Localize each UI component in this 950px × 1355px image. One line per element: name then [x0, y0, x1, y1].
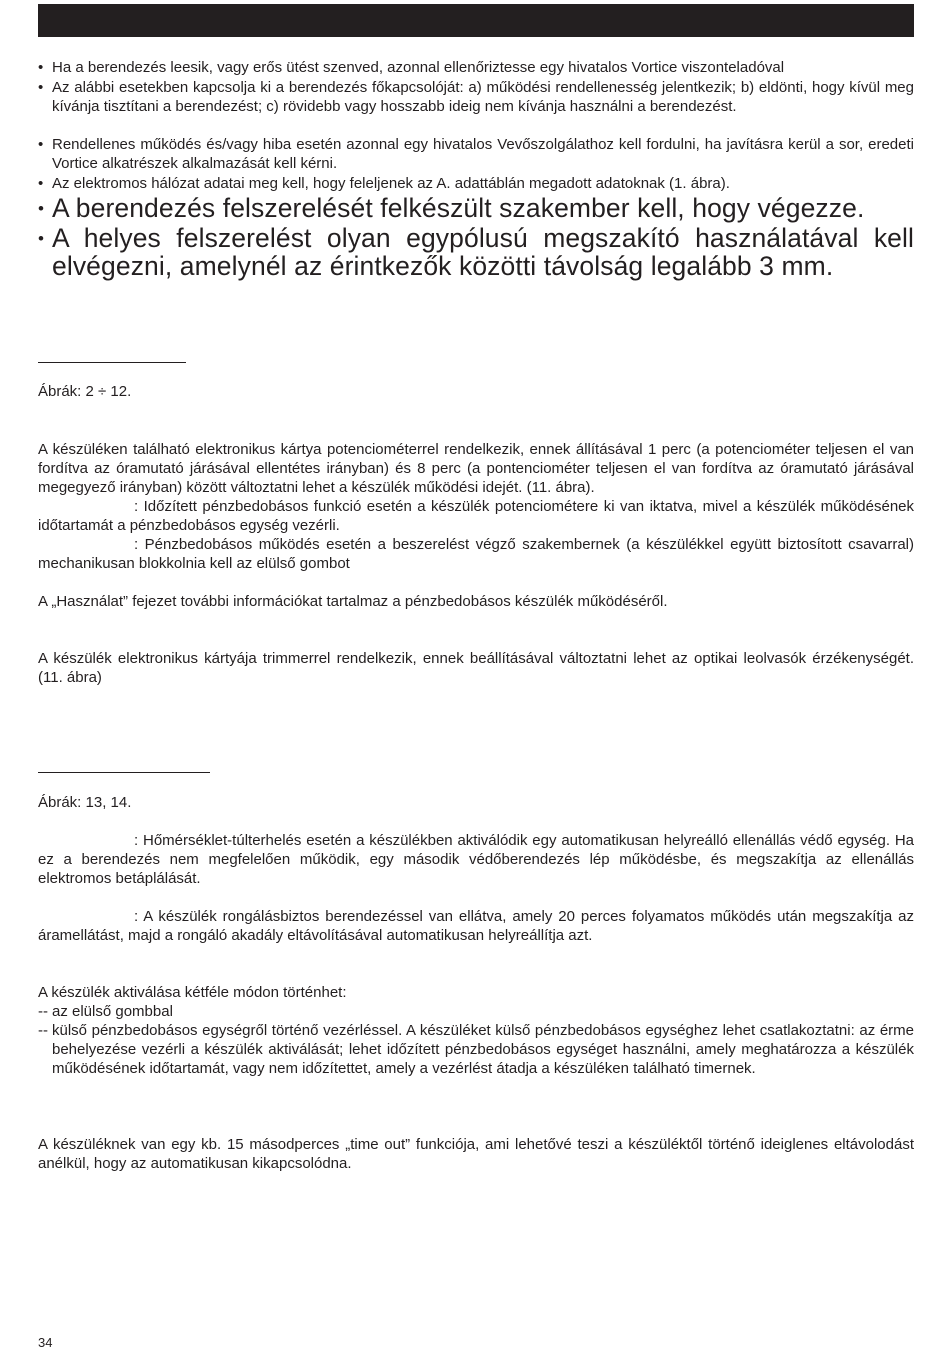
- dash-marker: --: [38, 1022, 48, 1039]
- thermal-protection-paragraph: : Hőmérséklet-túlterhelés esetén a készülékben aktiválódik egy automatikusan helyreálló ellenállás védő egység. Ha ez a berendezés nem megfelelően működik, egy második védőberendezés lép működésbe, és megszakítja az ellenállás elektromos betáplálását.: [38, 832, 914, 887]
- time-out-paragraph: A készüléknek van egy kb. 15 másodperces „time out” funkciója, ami lehetővé teszi a készüléktől történő ideiglenes eltávolodást anélkül, hogy az automatikusan kikapcsolódna.: [38, 1136, 914, 1172]
- section-divider-1: [38, 362, 186, 363]
- safety-bullet-3: • Rendellenes működés és/vagy hiba esetén azonnal egy hivatalos Vevőszolgálathoz kell fordulni, ha javításra kerül a sor, eredeti Vortice alkatrészek alkalmazását kell kérni.: [38, 135, 914, 173]
- figures-reference-1: Ábrák: 2 ÷ 12.: [38, 383, 132, 400]
- safety-bullet-1: • Ha a berendezés leesik, vagy erős ütést szenved, azonnal ellenőriztesse egy hivatalos Vortice viszonteladóval: [38, 58, 914, 77]
- safety-bullet-4: • Az elektromos hálózat adatai meg kell, hogy feleljenek az A. adattáblán megadott adatoknak (1. ábra).: [38, 174, 914, 193]
- header-bar: [38, 4, 914, 37]
- installation-warning-1: • A berendezés felszerelését felkészült szakember kell, hogy végezze.: [38, 194, 914, 222]
- safety-bullet-2: • Az alábbi esetekben kapcsolja ki a berendezés főkapcsolóját: a) működési rendellenesség jelentkezik; b) eldönti, hogy kívül meg kívánja tisztítani a berendezést; c) rövidebb vagy hosszabb ideig nem kívánja használni a berendezést.: [38, 78, 914, 116]
- dash-marker: --: [38, 1003, 48, 1020]
- activation-item-1: [38, 1002, 914, 1021]
- activation-item-text: külső pénzbedobásos egységről történő vezérléssel. A készüléket külső pénzbedobásos egységhez lehet csatlakoztatni: az érme behelyezése vezérli a készülék aktiválását; lehet időzített pénzbedobásos egységet használni, amely meghatározza a készülék működésének időtartamát, vagy nem időzítettet, amely a vezérlést átadja a készüléken található timernek.: [52, 1022, 914, 1077]
- anti-vandal-paragraph: : A készülék rongálásbiztos berendezéssel van ellátva, amely 20 perces folyamatos működés után megszakítja az áramellátást, majd a rongáló akadály eltávolításával automatikusan helyreállítja azt.: [38, 908, 914, 944]
- section-divider-2: [38, 772, 210, 773]
- activation-intro: A készülék aktiválása kétféle módon történhet:: [38, 984, 347, 1001]
- coin-timed-note: : Időzített pénzbedobásos funkció esetén a készülék potenciométere ki van iktatva, mivel a készülék működésének időtartamát a pénzbedobásos egység vezérli.: [38, 498, 914, 534]
- trimmer-paragraph: A készülék elektronikus kártyája trimmerrel rendelkezik, ennek beállításával változtatni lehet az optikai leolvasók érzékenységét. (11. ábra): [38, 650, 914, 686]
- usage-chapter-reference: A „Használat” fejezet további információkat tartalmaz a pénzbedobásos készülék működéséről.: [38, 593, 668, 610]
- coin-operation-note: : Pénzbedobásos működés esetén a beszerelést végző szakembernek (a készülékkel együtt biztosított csavarral) mechanikusan blokkolnia kell az elülső gombot: [38, 536, 914, 572]
- page-number: 34: [38, 1335, 53, 1350]
- installation-warning-2: • A helyes felszerelést olyan egypólusú megszakító használatával kell elvégezni, amelynél az érintkezők közötti távolság legalább 3 mm.: [38, 224, 914, 280]
- figures-reference-2: Ábrák: 13, 14.: [38, 794, 132, 811]
- activation-item-text: az elülső gombbal: [52, 1003, 173, 1020]
- timer-paragraph: A készüléken található elektronikus kártya potenciométerrel rendelkezik, ennek állításával 1 perc (a potenciométer teljesen el van fordítva az óramutató járásával ellentétes irányban) és 8 perc (a pontenciométer teljesen el van fordítva az óramutató járásával megegyező irányban) között változtatni lehet a készülék működési idejét. (11. ábra).: [38, 441, 914, 496]
- activation-item-2: [38, 1021, 914, 1078]
